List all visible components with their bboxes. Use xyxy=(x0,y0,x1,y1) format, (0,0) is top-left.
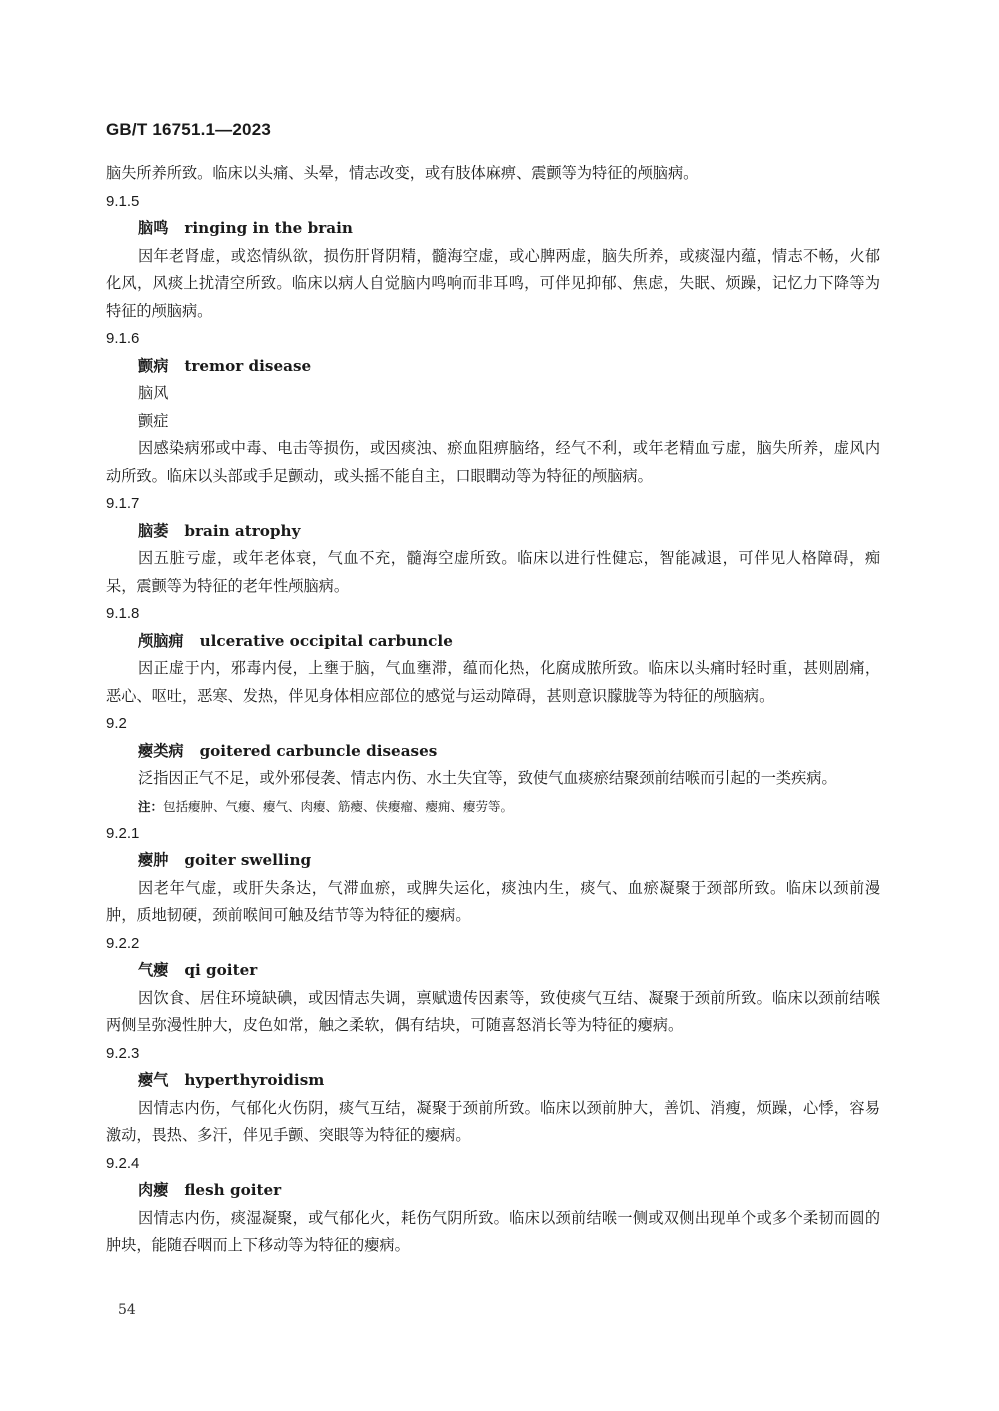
term-zh: 瘿肿 xyxy=(138,851,169,869)
clause-number: 9.2.3 xyxy=(106,1044,140,1062)
clause-number: 9.2.1 xyxy=(106,824,140,842)
term-definition: 因情志内伤，气郁化火伤阴，痰气互结，凝聚于颈前所致。临床以颈前肿大，善饥、消瘦，烦躁，心悸，容易激动，畏热、多汗，伴见手颤、突眼等为特征的瘿病。 xyxy=(106,1098,880,1144)
term-zh: 颅脑痈 xyxy=(138,631,184,650)
clause-number: 9.2.4 xyxy=(106,1154,140,1172)
term-synonym: 颤症 xyxy=(138,411,169,430)
clause-number: 9.1.5 xyxy=(106,192,140,210)
term-heading xyxy=(106,1067,880,1095)
term-zh: 脑鸣 xyxy=(138,219,169,237)
clause-number: 9.2.2 xyxy=(106,934,140,952)
term-heading xyxy=(106,1177,880,1205)
term-definition: 因饮食、居住环境缺碘，或因情志失调，禀赋遗传因素等，致使痰气互结、凝聚于颈前所致。临床以颈前结喉两侧呈弥漫性肿大，皮色如常，触之柔软，偶有结块，可随喜怒消长等为特征的瘿病。 xyxy=(106,988,880,1034)
note-text: 包括瘿肿、气瘿、瘿气、肉瘿、筋瘿、侠瘿瘤、瘿痈、瘿劳等。 xyxy=(163,798,514,814)
term-zh: 瘿气 xyxy=(138,1071,169,1089)
standard-code-header: GB/T 16751.1—2023 xyxy=(106,120,271,139)
term-definition: 因感染病邪或中毒、电击等损伤，或因痰浊、瘀血阻痹脑络，经气不利，或年老精血亏虚，脑失所养，虚风内动所致。临床以头部或手足颤动，或头摇不能自主，口眼瞤动等为特征的颅脑病。 xyxy=(106,439,880,485)
term-definition: 因老年气虚，或肝失条达，气滞血瘀，或脾失运化，痰浊内生，痰气、血瘀凝聚于颈部所致。临床以颈前漫肿，质地韧硬，颈前喉间可触及结节等为特征的瘿病。 xyxy=(106,878,880,924)
term-en: tremor disease xyxy=(184,356,312,375)
term-en: ringing in the brain xyxy=(184,219,353,237)
term-en: qi goiter xyxy=(184,961,258,979)
term-definition: 因年老肾虚，或恣情纵欲，损伤肝肾阴精，髓海空虚，或心脾两虚，脑失所养，或痰湿内蕴，情志不畅，火郁化风，风痰上扰清空所致。临床以病人自觉脑内鸣响而非耳鸣，可伴见抑郁、焦虑，失眠、烦躁，记忆力下降等为特征的颅脑病。 xyxy=(106,246,880,320)
term-definition: 泛指因正气不足，或外邪侵袭、情志内伤、水土失宜等，致使气血痰瘀结聚颈前结喉而引起的一类疾病。 xyxy=(138,769,837,787)
term-heading xyxy=(106,353,880,381)
clause-number: 9.2 xyxy=(106,715,127,732)
clause-number: 9.1.6 xyxy=(106,330,140,347)
term-en: hyperthyroidism xyxy=(184,1071,325,1089)
term-en: ulcerative occipital carbuncle xyxy=(199,631,453,650)
term-zh: 肉瘿 xyxy=(138,1181,169,1199)
clause-number: 9.1.7 xyxy=(106,495,140,512)
note-label: 注： xyxy=(138,798,164,814)
clause-number: 9.1.8 xyxy=(106,605,140,622)
term-definition: 因五脏亏虚，或年老体衰，气血不充，髓海空虚所致。临床以进行性健忘，智能减退，可伴见人格障碍，痴呆，震颤等为特征的老年性颅脑病。 xyxy=(106,549,880,595)
term-heading xyxy=(106,738,880,766)
term-en: brain atrophy xyxy=(184,521,301,540)
term-zh: 气瘿 xyxy=(138,961,169,979)
term-definition: 因情志内伤，痰湿凝聚，或气郁化火，耗伤气阴所致。临床以颈前结喉一侧或双侧出现单个或多个柔韧而圆的肿块，能随吞咽而上下移动等为特征的瘿病。 xyxy=(106,1208,880,1254)
note xyxy=(106,793,880,820)
term-heading xyxy=(106,215,880,243)
term-zh: 颤病 xyxy=(138,356,169,375)
term-heading xyxy=(106,847,880,875)
term-zh: 脑萎 xyxy=(138,521,169,540)
term-zh: 瘿类病 xyxy=(138,741,184,760)
term-heading xyxy=(106,518,880,546)
term-heading xyxy=(106,628,880,656)
term-heading xyxy=(106,957,880,985)
term-synonym: 脑风 xyxy=(138,384,169,402)
continued-paragraph: 脑失所养所致。临床以头痛、头晕，情志改变，或有肢体麻痹、震颤等为特征的颅脑病。 xyxy=(106,164,699,182)
term-definition: 因正虚于内，邪毒内侵，上壅于脑，气血壅滞，蕴而化热，化腐成脓所致。临床以头痛时轻时重，甚则剧痛，恶心、呕吐，恶寒、发热，伴见身体相应部位的感觉与运动障碍，甚则意识朦胧等为特征的颅脑病。 xyxy=(106,659,880,705)
document-body xyxy=(106,160,880,1260)
term-en: goiter swelling xyxy=(184,851,312,869)
page-number: 54 xyxy=(118,1302,136,1318)
term-en: goitered carbuncle diseases xyxy=(199,741,438,760)
term-en: flesh goiter xyxy=(184,1181,282,1199)
